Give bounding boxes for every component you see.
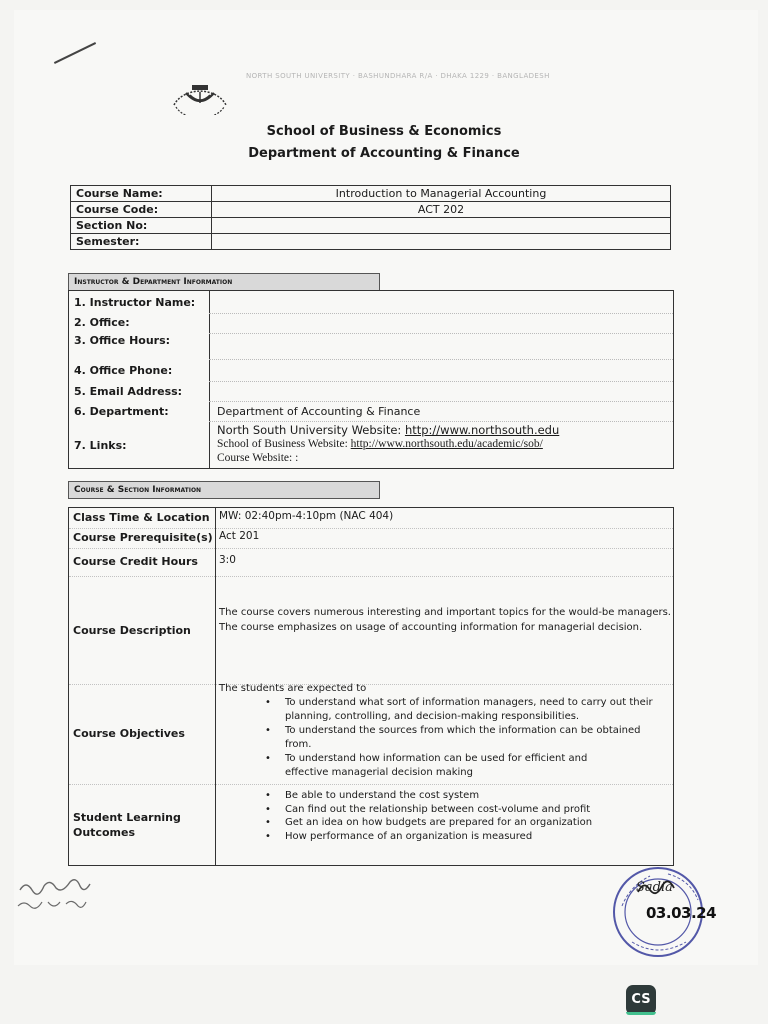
outcomes-list (265, 789, 665, 843)
department-label: 6. Department: (74, 405, 169, 418)
office-label: 2. Office: (74, 316, 130, 329)
course-objectives-label: Course Objectives (73, 727, 185, 740)
objectives-list (265, 696, 665, 780)
course-section-title: Course & Section Information (74, 485, 202, 495)
nsu-website-prefix: North South University Website: (217, 423, 405, 437)
list-item: • To understand how information can be used for efficient and effective managerial decision making (265, 752, 625, 780)
nsu-website-line (217, 423, 559, 437)
prerequisite-label: Course Prerequisite(s) (73, 531, 213, 544)
list-item: • Get an idea on how budgets are prepared for an organization (265, 816, 665, 830)
semester-label: Semester: (71, 234, 212, 250)
sob-website-line (217, 438, 543, 450)
instructor-section-header (68, 273, 380, 291)
row-divider (209, 359, 673, 360)
course-description-label: Course Description (73, 624, 191, 637)
stamp-date: 03.03.24 (646, 904, 717, 922)
column-divider (215, 508, 216, 865)
row-divider (69, 548, 673, 549)
class-time-value: MW: 02:40pm-4:10pm (NAC 404) (219, 510, 394, 522)
office-phone-label: 4. Office Phone: (74, 364, 173, 377)
list-item: • To understand the sources from which the information can be obtained from. (265, 724, 665, 752)
instructor-section-title: Instructor & Department Information (74, 277, 233, 287)
course-description-text: The course covers numerous interesting and important topics for the would-be managers. The course emphasizes on usage of accounting information for managerial decision. (219, 607, 671, 633)
learning-outcomes-label (73, 810, 183, 840)
section-no-label: Section No: (71, 218, 212, 234)
row-divider (209, 313, 673, 314)
list-item: • Be able to understand the cost system (265, 789, 665, 803)
semester-value (212, 234, 671, 250)
prerequisite-value: Act 201 (219, 530, 260, 542)
course-section-box (68, 507, 674, 866)
row-divider (69, 684, 673, 685)
table-row (71, 218, 671, 234)
table-row (71, 202, 671, 218)
objectives-intro: The students are expected to (219, 683, 367, 694)
list-item: • To understand what sort of information managers, need to carry out their planning, controlling, and decision-making responsibilities. (265, 696, 665, 724)
faded-letterhead-text: NORTH SOUTH UNIVERSITY · BASHUNDHARA R/A · DHAKA 1229 · BANGLADESH (246, 72, 550, 80)
row-divider (209, 333, 673, 334)
course-info-table (70, 185, 671, 250)
list-item: • Can find out the relationship between cost-volume and profit (265, 803, 665, 817)
table-row (71, 234, 671, 250)
row-divider (69, 528, 673, 529)
instructor-name-label: 1. Instructor Name: (74, 296, 196, 309)
sob-website-link[interactable]: http://www.northsouth.edu/academic/sob/ (350, 438, 543, 450)
row-divider (209, 401, 673, 402)
learning-outcomes-label-text: Student Learning Outcomes (73, 811, 181, 839)
course-code-value: ACT 202 (212, 202, 671, 218)
camscanner-badge: CS (626, 985, 656, 1015)
course-name-value: Introduction to Managerial Accounting (212, 186, 671, 202)
sob-website-prefix: School of Business Website: (217, 438, 351, 450)
credit-hours-value: 3:0 (219, 554, 236, 566)
column-divider (209, 291, 210, 468)
department-value: Department of Accounting & Finance (217, 405, 421, 418)
university-logo (168, 75, 232, 115)
department-stamp (610, 866, 726, 958)
class-time-label: Class Time & Location (73, 511, 210, 524)
row-divider (69, 576, 673, 577)
handwritten-initials (14, 872, 98, 920)
school-title: School of Business & Economics (266, 124, 502, 139)
department-title: Department of Accounting & Finance (248, 146, 520, 161)
course-website-line: Course Website: : (217, 452, 299, 464)
instructor-section-box (68, 290, 674, 469)
email-label: 5. Email Address: (74, 385, 183, 398)
table-row (71, 186, 671, 202)
stamp-signature: Sadia (636, 880, 673, 895)
row-divider (209, 381, 673, 382)
course-code-label: Course Code: (71, 202, 212, 218)
office-hours-label: 3. Office Hours: (74, 334, 171, 347)
camscanner-badge-accent (626, 1012, 656, 1015)
section-no-value (212, 218, 671, 234)
course-name-label: Course Name: (71, 186, 212, 202)
course-section-header (68, 481, 380, 499)
links-label: 7. Links: (74, 439, 127, 452)
row-divider (209, 421, 673, 422)
list-item: • How performance of an organization is measured (265, 830, 665, 844)
credit-hours-label: Course Credit Hours (73, 555, 198, 568)
nsu-website-link[interactable]: http://www.northsouth.edu (404, 423, 560, 437)
row-divider (69, 784, 673, 785)
